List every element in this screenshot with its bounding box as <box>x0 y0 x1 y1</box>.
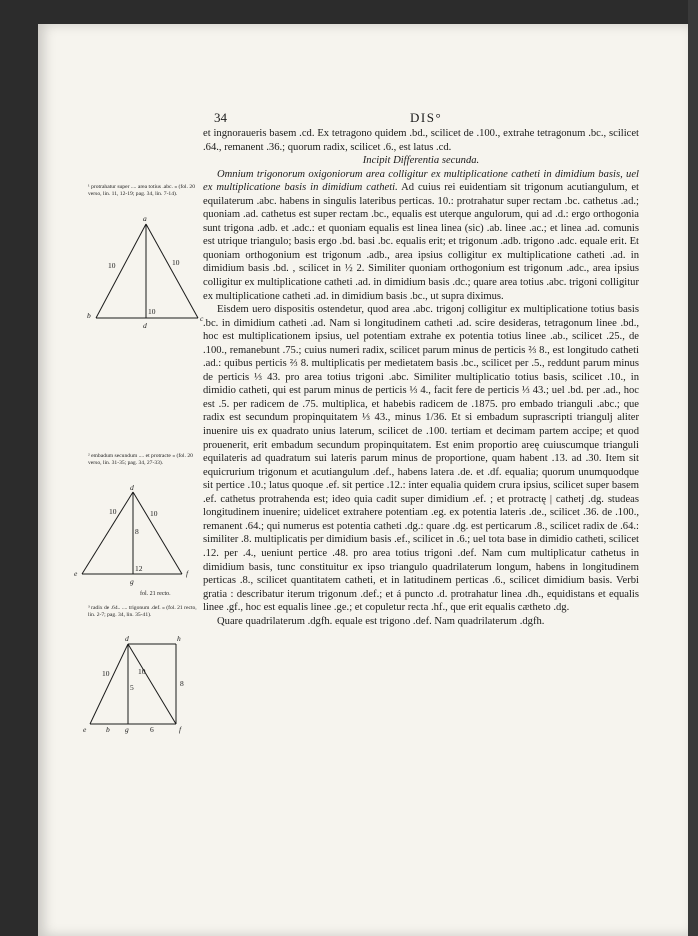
num-inner-3: 5 <box>130 683 134 692</box>
label-b: b <box>87 311 91 320</box>
side-ac <box>146 224 198 318</box>
side-ab <box>96 224 146 318</box>
scan-border-right <box>688 0 698 936</box>
scan-border-left <box>0 0 38 936</box>
num-base-3: 6 <box>150 725 154 734</box>
num-left-side-2: 10 <box>109 507 117 516</box>
page-header <box>214 110 638 126</box>
num-right-side: 10 <box>172 258 180 267</box>
page-number: 34 <box>214 110 227 125</box>
num-height-2: 8 <box>135 527 139 536</box>
figure-triangle-def <box>72 482 197 587</box>
proposition-statement: Omnium trigonorum oxigoniorum area colligitur ex multiplicatione catheti in dimidium basis, uel ex multiplicatione basis in dimidium catheti. <box>203 168 639 194</box>
running-head: DIS° <box>410 110 443 125</box>
paragraph-2 <box>203 168 639 303</box>
label-d: d <box>143 321 147 330</box>
side-df <box>133 492 182 574</box>
label-g2: g <box>130 577 134 586</box>
num-right-side-3: 10 <box>138 667 146 676</box>
side-de <box>82 492 133 574</box>
num-height-3: 8 <box>180 679 184 688</box>
main-text <box>203 127 639 628</box>
num-base-2: 12 <box>135 564 143 573</box>
label-h3: h <box>177 634 181 643</box>
paragraph-4: Quare quadrilaterum .dgfh. equale est trigono .def. Nam quadrilaterum .dgfh. <box>217 615 545 627</box>
scan-border-top <box>0 0 698 24</box>
num-left-side-3: 10 <box>102 669 110 678</box>
margin-note-1: ¹ protrahatur super .... area totius .abc. » (fol. 20 verso, lin. 11, 12-19; pag. 34, lin. 7-14). <box>88 184 195 197</box>
label-f3: f <box>179 725 182 734</box>
label-g3: g <box>125 725 129 734</box>
label-d2: d <box>130 483 134 492</box>
paragraph-3: Eisdem uero dispositis ostendetur, quod area .abc. trigonj colligitur ex multiplicatione totius basis .bc. in dimidium catheti .ad. Nam si longitudinem catheti .ad. scire desideras, tetragonum linee .bd., hoc est multiplicationem ipsius, uel potentiam extrahe ex potentia totius linee .ab., scilicet .25., de .100., remanebunt .75.; cuius numeri radix, scilicet parum minus de perticis ⅔ 8., est longitudo catheti .ad.: quibus perticis ⅔ 8. multiplicatis per medietatem basis .bc., scilicet per .5., reddunt parum minus de perticis ⅓ 43. pro area totius trigoni .abc. Similiter multiplicatio totius basis, scilicet .10., in dimidio catheti, qui est parum minus de perticis ⅓ 4., facit fere de perticis ⅓ 43.; uel .bd. per .ad., hoc est .5. per radicem de .75. multiplica, et habebis radicem de .1875. pro embado trianguli .abc.; que radix est secundum propinquitatem ⅓ 43., minus 1/36. Et si embadum suprascripti triangulj aliter inuenire uis ex quadrato unius laterum, scilicet de .100. tertiam et decimam partem accipe; et quod prouenerit, erit embadum secundum propinquitatem. Est enim proportio areę cuiuscumque trianguli equilateris ad quadratum sui lateris parum minus de proportione, quam habent .13. ad .30. Item sit equicrurium trigonum et acutiangulum .def., habens latera .de. et .df. equalia; quorum unumquodque sit pertice .10.; latus quoque .ef. sit pertice .12.: inter equalia quidem crura ipsius, scilicet super basem .ef. cathetus protrahenda est; ideo quia cadit super dimidium .ef. ; et protractę | cathetj .dg. studeas longitudinem inuenire; uidelicet extrahere potentiam .eg. ex potentia lateris .de., scilicet .36. de .100., remanent .64.; qui numerus est potentia catheti .dg.: quare .dg. est perticarum .8., scilicet radix de .64.: similiter .8. multiplicatis per dimidium basis .ef., scilicet in .6.; uel tota base in dimidio catheti, scilicet .12. per .4., ueniunt pertice .48. pro area totius trigoni .def. Nam cum multiplicatur cathetus in dimidium basis, tunc constituitur ex ipso triangulo quadrilaterum longum, habens in longitudinem perticas .8., scilicet quantitatem catheti, et in latitudinem perticas .6., scilicet dimidium basis. Verbi gratia : describatur iterum trigonum .def.; et á puncto .d. protrahatur linea .dh., equidistans et equalis linee .gf., hoc est equalis linee .ge.; et copuletur recta .hf., que erit equalis cætheto .dg. <box>203 304 639 614</box>
figure-quadrilateral-dgfh <box>80 632 192 742</box>
num-right-side-2: 10 <box>150 509 158 518</box>
margin-note-2: ² embadum secundum .... et protracte » (fol. 20 verso, lin. 31-35; pag. 34, 27-33). <box>88 453 193 466</box>
label-d3: d <box>125 634 129 643</box>
figure-triangle-abc <box>82 212 207 332</box>
label-a: a <box>143 214 147 223</box>
label-e3: e <box>83 725 87 734</box>
paragraph-2-rest: Ad cuius rei euidentiam sit trigonum acutiangulum, et equilaterum .abc. habens in singulis lateribus perticas. 10.: protrahatur super rectam .bc. cathetus .ad.; quoniam .ad. cathetus est super rectam .bc., equalis est uterque angulorum, qui ad .d.: ergo orthogonia sunt trigona .adb. et .adc.: et quoniam equalis est linea linea (sic) .ab. linee .ac.; et linea .ad. comunis est utrique triangulo; basis ergo .bd. basi .bc. equalis erit; et trigonum .adb. trigono .adc. equale erit. Et quoniam orthogonium est trigonum .adb., area ipsius colligitur ex multiplicatione catheti .ad. in dimidium basis .bd. , scilicet in ½ 2. Similiter quoniam orthogonium est trigonum .adc., area ipsius colligitur ex multiplicatione catheti .ad. in dimidium basis .dc.; quare area totius .abc. trigoni colligitur ex multiplicatione catheti .ad. in dimidium basis .bc., ut supra diximus. <box>203 182 639 302</box>
label-e2: e <box>74 569 78 578</box>
label-b3: b <box>106 725 110 734</box>
num-left-side: 10 <box>108 261 116 270</box>
label-c: c <box>200 314 204 323</box>
num-height: 10 <box>148 307 156 316</box>
label-f2: f <box>186 569 189 578</box>
side-df-3 <box>128 644 176 724</box>
section-heading: Incipit Differentia secunda. <box>362 155 480 167</box>
side-de-3 <box>90 644 128 724</box>
paragraph-1: et ingnoraueris basem .cd. Ex tetragono quidem .bd., scilicet de .100., extrahe tetragonum .bc., scilicet .64., remanent .36.; quorum radix, scilicet .6., est latus .cd. <box>203 128 639 153</box>
margin-note-3: ³ radix de .64.. .... trigonum .def. » (fol. 21 recto, lin. 2-7; pag. 34, lin. 35-41). <box>88 605 197 618</box>
folio-note: fol. 21 recto. <box>140 591 171 597</box>
